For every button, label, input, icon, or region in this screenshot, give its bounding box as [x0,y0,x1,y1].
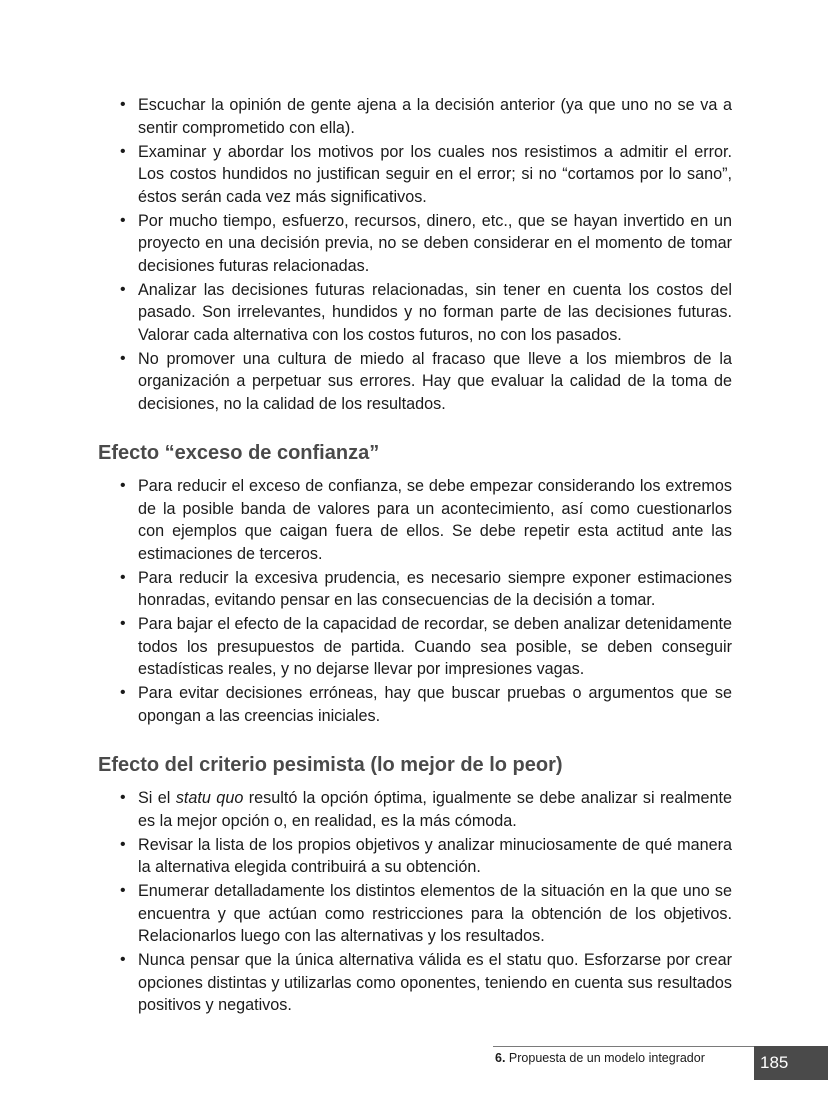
bullet-icon: • [120,96,126,113]
list-item [98,682,732,727]
bullet-icon: • [120,142,126,160]
list-item-text: Enumerar detalladamente los distintos elementos de la situación en la que uno se encuentra y que actúan como restricciones para la obtención de los objetivos. Relacionarlos luego con las alternativas y los resultados. [138,882,732,945]
chapter-title: Propuesta de un modelo integrador [505,1051,705,1065]
list-item-text: Por mucho tiempo, esfuerzo, recursos, dinero, etc., que se hayan invertido en un proyecto en una decisión previa, no se deben considerar en el momento de tomar decisiones futuras relacionadas. [138,211,732,275]
list-item-text: Examinar y abordar los motivos por los cuales nos resistimos a admitir el error. Los costos hundidos no justifican seguir en el error; si no “cortamos por lo sano”, éstos serán cada vez más significativos. [138,142,732,206]
emphasis-statu-quo: statu quo [175,789,244,807]
page-footer [493,1046,828,1078]
list-item-text-suffix: resultó la opción óptima, igualmente se debe analizar si realmente es la mejor opción o, en realidad, es la más cómoda. [138,789,732,830]
bullet-icon: • [120,615,126,632]
list-item [98,787,732,832]
list-item [98,94,732,139]
list-item [98,613,732,681]
list-item-text: Nunca pensar que la única alternativa válida es el statu quo. Esforzarse por crear opciones distintas y utilizarlas como oponentes, teniendo en cuenta sus resultados positivos y negativos. [138,951,732,1014]
running-footer-chapter [495,1051,705,1065]
bullet-list-sunk-costs [98,94,732,415]
page-content [98,94,732,1018]
bullet-icon: • [120,789,126,806]
list-item-text: No promover una cultura de miedo al fracaso que lleve a los miembros de la organización a perpetuar sus errores. Hay que evaluar la calidad de la toma de decisiones, no la calidad de los resultados. [138,349,732,413]
list-item-text: Para reducir el exceso de confianza, se debe empezar considerando los extremos de la posible banda de valores para un acontecimiento, así como cuestionarlos con ejemplos que caigan fuera de ellos. Se debe repetir esta actitud ante las estimaciones de terceros. [138,477,732,563]
bullet-icon: • [120,951,126,968]
bullet-icon: • [120,684,126,701]
bullet-icon: • [120,568,126,586]
list-item [98,949,732,1017]
list-item-text: Revisar la lista de los propios objetivos y analizar minuciosamente de qué manera la alternativa elegida contribuirá a su obtención. [138,835,732,876]
list-item [98,210,732,278]
bullet-list-overconfidence [98,475,732,727]
list-item-text: Para bajar el efecto de la capacidad de recordar, se deben analizar detenidamente todos los presupuestos de partida. Cuando sea posible, se deben conseguir estadísticas reales, y no dejarse llevar por impresiones vagas. [138,615,732,678]
list-item [98,834,732,879]
bullet-icon: • [120,477,126,494]
list-item [98,348,732,416]
list-item [98,880,732,948]
list-item [98,567,732,612]
bullet-icon: • [120,882,126,899]
section-heading-overconfidence: Efecto “exceso de confianza” [98,442,380,464]
chapter-number: 6. [495,1051,506,1065]
list-item-text-prefix: Si el [138,789,176,807]
bullet-list-pessimistic-criterion [98,787,732,1017]
list-item-text: Para evitar decisiones erróneas, hay que buscar pruebas o argumentos que se opongan a las creencias iniciales. [138,684,732,725]
footer-divider [493,1046,755,1047]
bullet-icon: • [120,280,126,298]
page-number: 185 [754,1046,828,1080]
list-item [98,279,732,347]
list-item-text: Para reducir la excesiva prudencia, es necesario siempre exponer estimaciones honradas, evitando pensar en las consecuencias de la decisión a tomar. [138,568,732,609]
list-item [98,141,732,209]
section-heading-pessimistic-criterion: Efecto del criterio pesimista (lo mejor de lo peor) [98,754,563,776]
bullet-icon: • [120,211,126,229]
list-item [98,475,732,565]
bullet-icon: • [120,349,126,367]
list-item-text: Analizar las decisiones futuras relacionadas, sin tener en cuenta los costos del pasado. Son irrelevantes, hundidos y no forman parte de las decisiones futuras. Valorar cada alternativa con los costos futuros, no con los pasados. [138,280,732,344]
bullet-icon: • [120,835,126,853]
list-item-text: Escuchar la opinión de gente ajena a la decisión anterior (ya que uno no se va a sentir comprometido con ella). [138,96,732,137]
